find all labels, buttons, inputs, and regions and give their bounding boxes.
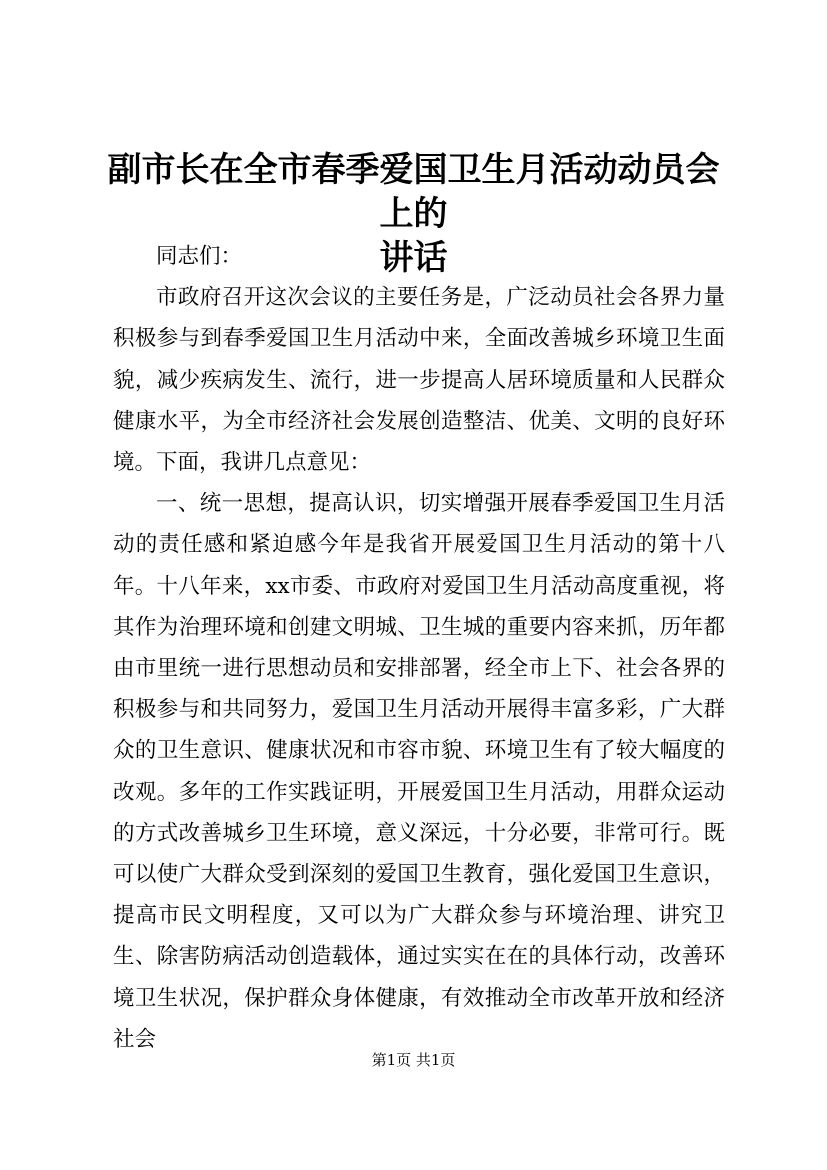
title-line-1: 副市长在全市春季爱国卫生月活动动员会上的 (107, 150, 720, 234)
paragraph-1: 市政府召开这次会议的主要任务是，广泛动员社会各界力量积极参与到春季爱国卫生月活动中来，全面改善城乡环境卫生面貌，减少疾病发生、流行，进一步提高人居环境质量和人民群众健康水平，为全市经济社会发展创造整洁、优美、文明的良好环境。下面，我讲几点意见： (113, 285, 725, 476)
title-line-2: 讲话 (379, 238, 448, 278)
page-footer: 第1页 共1页 (371, 1051, 456, 1069)
paragraph-2: 一、统一思想，提高认识，切实增强开展春季爱国卫生月活动的责任感和紧迫感今年是我省开展爱国卫生月活动的第十八年。十八年来，xx市委、市政府对爱国卫生月活动高度重视，将其作为治理环境和创建文明城、卫生城的重要内容来抓，历年都由市里统一进行思想动员和安排部署，经全市上下、社会各界的积极参与和共同努力，爱国卫生月活动开展得丰富多彩，广大群众的卫生意识、健康状况和市容市貌、环境卫生有了较大幅度的改观。多年的工作实践证明，开展爱国卫生月活动，用群众运动的方式改善城乡卫生环境，意义深远，十分必要，非常可行。既可以使广大群众受到深刻的爱国卫生教育，强化爱国卫生意识，提高市民文明程度，又可以为广大群众参与环境治理、讲究卫生、除害防病活动创造载体，通过实实在在的具体行动，改善环境卫生状况，保护群众身体健康，有效推动全市改革开放和经济社会 (113, 491, 725, 1052)
salutation: 同志们： (156, 244, 243, 269)
document-body (113, 236, 725, 1060)
